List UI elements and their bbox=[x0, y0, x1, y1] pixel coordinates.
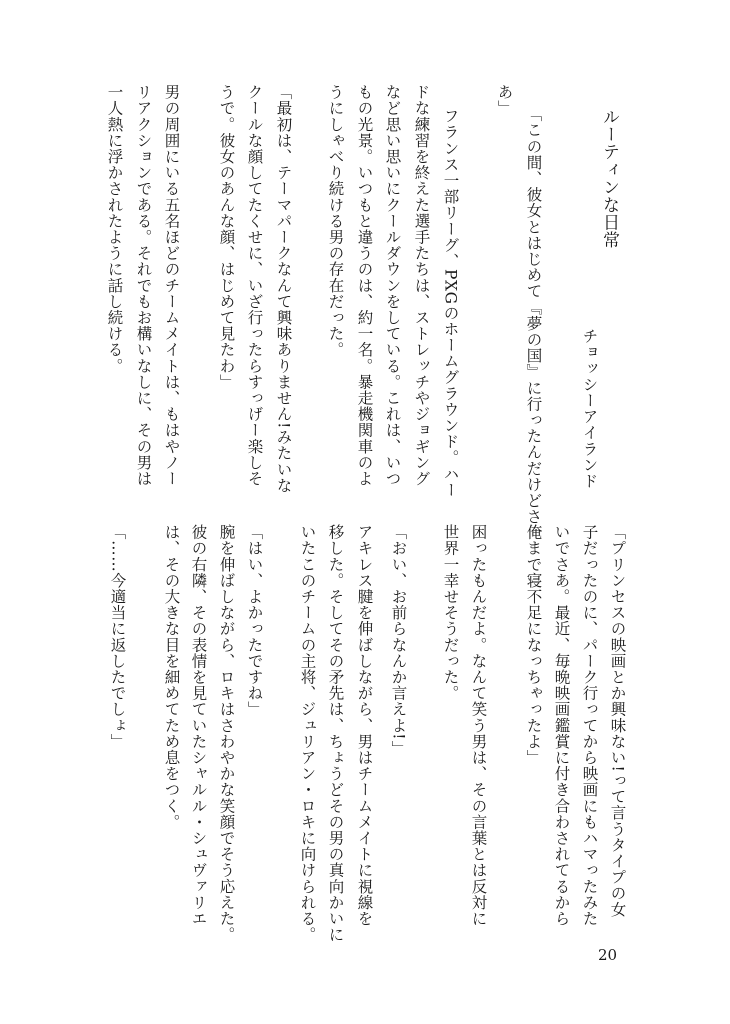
text-line: など思い思いにクールダウンをしている。これは、いつ bbox=[383, 84, 402, 487]
text-line: 困ったもんだよ。なんて笑う男は、その言葉とは反対に bbox=[469, 524, 488, 927]
text-line: フランス一部リーグ、PXGのホームグラウンド。ハー bbox=[441, 108, 460, 498]
text-line: 移した。そしてその矛先は、ちょうどその男の真向かいに bbox=[326, 524, 345, 943]
text-line: 俺まで寝不足になっちゃったよ」 bbox=[524, 524, 543, 766]
text-line: もの光景。いつもと違うのは、約一名。暴走機関車のよ bbox=[355, 84, 374, 487]
text-line: あ」 bbox=[495, 84, 514, 117]
text-line: アキレス腱を伸ばしながら、男はチームメイトに視線を bbox=[355, 524, 374, 927]
text-line: リアクションである。それでもお構いなしに、その男は bbox=[134, 84, 153, 487]
text-line: 「……今適当に返したでしょ」 bbox=[108, 524, 127, 750]
text-line: クールな顔してたくせに、いざ行ったらすっげー楽しそ bbox=[245, 84, 264, 487]
author-name: チョッシーアイランド bbox=[580, 328, 599, 489]
text-line: 「プリンセスの映画とか興味ない!って言うタイプの女 bbox=[608, 524, 627, 918]
story-title: ルーティンな日常 bbox=[599, 108, 619, 249]
text-line: 男の周囲にいる五名ほどのチームメイトは、もはやノー bbox=[162, 84, 181, 487]
text-line: 子だったのに、パーク行ってから映画にもハマったみた bbox=[580, 524, 599, 927]
text-line: 「この間、彼女とはじめて『夢の国』に行ったんだけどさ bbox=[524, 106, 543, 525]
text-line: いたこのチームの主将、ジュリアン・ロキに向けられる。 bbox=[298, 524, 317, 943]
text-line: 腕を伸ばしながら、ロキはさわやかな笑顔でそう応えた。 bbox=[217, 524, 236, 943]
text-line: は、その大きな目を細めてため息をつく。 bbox=[162, 524, 181, 830]
text-line: 「はい、よかったですね」 bbox=[245, 524, 264, 718]
text-line: いでさあ。最近、毎晩映画鑑賞に付き合わされてるから bbox=[552, 524, 571, 927]
text-line: うにしゃべり続ける男の存在だった。 bbox=[326, 84, 345, 358]
text-line: 世界一幸せそうだった。 bbox=[441, 524, 460, 702]
text-line: うで。彼女のあんな顔、はじめて見たわ」 bbox=[217, 84, 236, 390]
text-line: ドな練習を終えた選手たちは、ストレッチやジョギング bbox=[412, 84, 431, 487]
text-line: 一人熱に浮かされたように話し続ける。 bbox=[105, 84, 124, 374]
text-line: 彼の右隣、その表情を見ていたシャルル・シュヴァリエ bbox=[189, 524, 208, 927]
text-line: 「おい、お前らなんか言えよ!」 bbox=[389, 524, 408, 757]
page-number: 20 bbox=[598, 946, 618, 964]
text-line: 「最初は、テーマパークなんて興味ありません!みたいな bbox=[274, 84, 293, 494]
